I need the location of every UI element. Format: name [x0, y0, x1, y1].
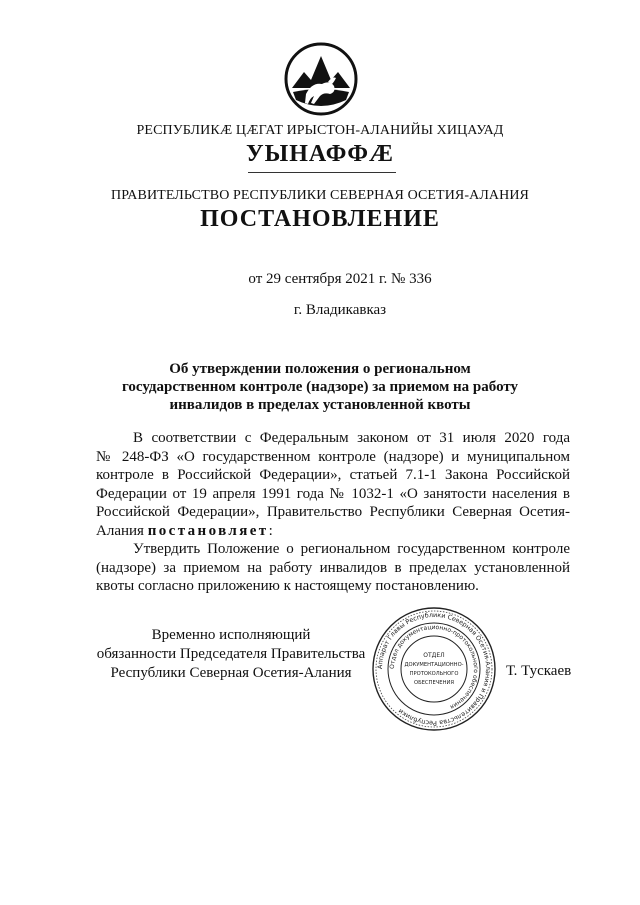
seal-center-line: ДОКУМЕНТАЦИОННО- [404, 662, 464, 668]
official-seal [370, 605, 498, 733]
seal-outer-text: Аппарат Главы Республики Северная Осетия-Алания и Правительства Республики [375, 610, 493, 728]
preamble-line: Федерации от 19 апреля 1991 года № 1032-1 «О занятости населения в [96, 485, 570, 502]
operative-paragraph [96, 540, 570, 596]
decree-title-line: инвалидов в пределах установленной квоты [169, 397, 471, 413]
preamble-paragraph [96, 429, 570, 541]
seal-inner-text: Отдел документационно-протокольного обеспечения [388, 623, 480, 711]
decree-city: г. Владикавказ [293, 302, 387, 318]
republic-name-ossetian: РЕСПУБЛИКÆ ЦÆГАТ ИРЫСТОН-АЛАНИЙЫ ХИЦАУАД [136, 123, 504, 138]
preamble-line: контроле в Российской Федерации», статьей 7.1-1 Закона Российской [96, 467, 570, 484]
decree-title-line: Об утверждении положения о региональном [169, 361, 471, 377]
decree-label-russian: ПОСТАНОВЛЕНИЕ [200, 206, 440, 232]
signatory-position-line: Временно исполняющий [151, 627, 311, 643]
signatory-position-line: обязанности Председателя Правительства [96, 646, 366, 662]
preamble-line: № 248-ФЗ «О государственном контроле (надзоре) и муниципальном [96, 448, 570, 465]
preamble-line: В соответствии с Федеральным законом от 31 июля 2020 года [133, 430, 570, 446]
decree-title-line: государственном контроле (надзоре) за приемом на работу [121, 379, 519, 395]
decree-date-number: от 29 сентября 2021 г. № 336 [248, 271, 432, 287]
coat-of-arms-emblem [284, 42, 358, 116]
decree-label-ossetian: УЫНАФФÆ [246, 141, 394, 167]
seal-center-line: ОБЕСПЕЧЕНИЯ [414, 680, 454, 686]
operative-line: (надзоре) за приемом на работу инвалидов в пределах установленной [96, 559, 570, 576]
header-divider [248, 172, 396, 173]
seal-center-line: ОТДЕЛ [423, 652, 445, 659]
preamble-last-line [96, 522, 570, 541]
resolves-keyword: постановляет [147, 522, 269, 539]
signatory-position-line: Республики Северная Осетия-Алания [110, 665, 352, 681]
signatory-name: Т. Тускаев [506, 663, 572, 679]
signatory-position [96, 626, 366, 683]
operative-line: квоты согласно приложению к настоящему постановлению. [96, 578, 479, 595]
preamble-line: Российской Федерации», Правительство Республики Северная Осетия- [96, 504, 570, 521]
government-name-russian: ПРАВИТЕЛЬСТВО РЕСПУБЛИКИ СЕВЕРНАЯ ОСЕТИЯ-АЛАНИЯ [111, 188, 529, 203]
decree-title [0, 360, 640, 414]
operative-line: Утвердить Положение о региональном государственном контроле [133, 541, 570, 557]
seal-center-line: ПРОТОКОЛЬНОГО [409, 671, 459, 677]
preamble-line-suffix: : [268, 522, 273, 539]
preamble-line-prefix: Алания [96, 522, 148, 539]
